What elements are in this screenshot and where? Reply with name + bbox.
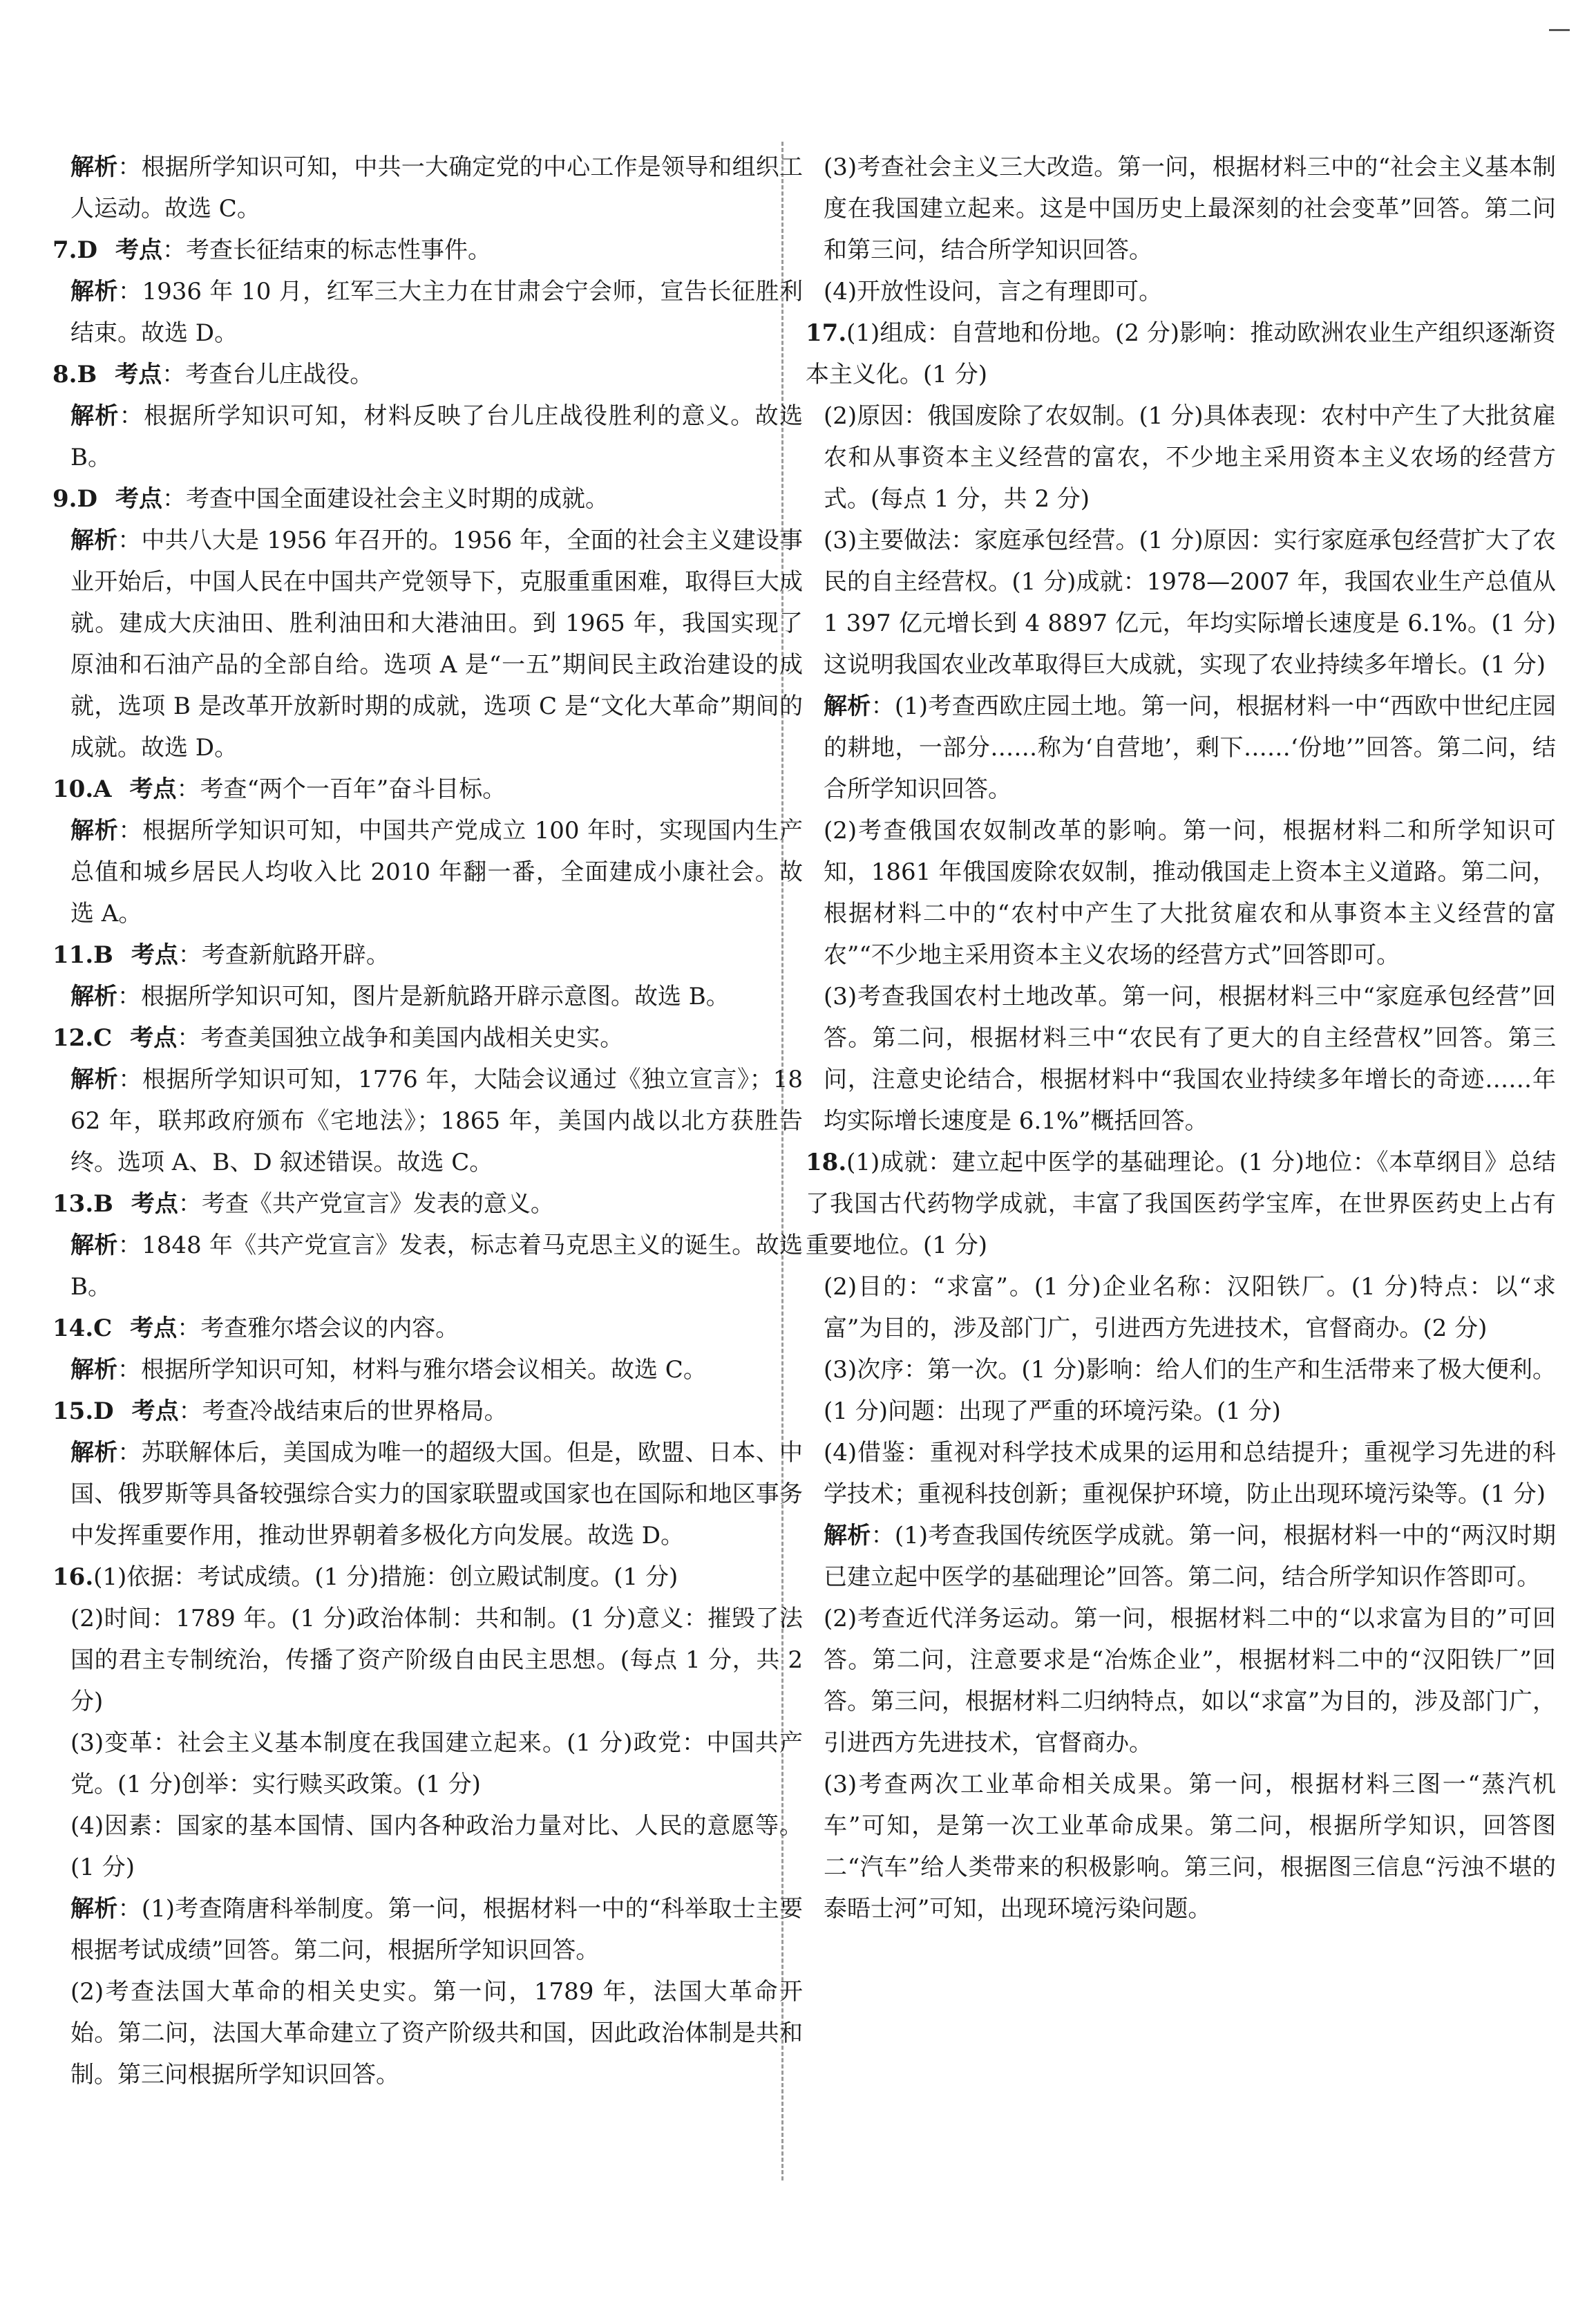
answer-paragraph [824,1598,1556,1764]
analysis-paragraph [70,395,803,478]
analysis-text: ：根据所学知识可知，中共一大确定党的中心工作是领导和组织工人运动。故选 C。 [70,153,804,223]
answer-paragraph [70,1722,803,1805]
question-answer [53,1556,803,1598]
analysis-paragraph [70,520,803,769]
kaodian-text: ：考查中国全面建设社会主义时期的成就。 [162,485,609,513]
question-number: 11.B [53,941,113,969]
kaodian-text: ：考查雅尔塔会议的内容。 [177,1315,459,1342]
analysis-text: ：根据所学知识可知，材料与雅尔塔会议相关。故选 C。 [117,1356,707,1384]
question-number: 14.C [53,1315,113,1342]
kaodian-text: ：考查美国独立战争和美国内战相关史实。 [177,1024,624,1052]
analysis-text: ：根据所学知识可知，材料反映了台儿庄战役胜利的意义。故选 B。 [70,402,804,471]
question-answer [53,229,803,271]
analysis-paragraph [70,271,803,354]
question-number: 16. [53,1563,94,1591]
question-number: 10.A [53,775,112,803]
analysis-label: 解析 [70,817,119,845]
analysis-paragraph [70,1888,803,1971]
answer-paragraph [824,1266,1556,1349]
answer-paragraph [824,271,1556,312]
analysis-text: ：中共八大是 1956 年召开的。1956 年，全面的社会主义建设事业开始后，中国人民在中国共产党领导下，克服重重困难，取得巨大成就。建成大庆油田、胜利油田和大港油田。到 1965 年，我国实现了原油和石油产品的全部自给。选项 A 是“一五”期间民主政治建设的成就，选项 B 是改革开放新时期的成就，选项 C 是“文化大革命”期间的成就。故选 D。 [70,527,804,762]
analysis-label: 解析 [824,1522,871,1549]
answer-paragraph [824,976,1556,1142]
answer-text: (2)时间：1789 年。(1 分)政治体制：共和制。(1 分)意义：摧毁了法国的君主专制统治，传播了资产阶级自由民主思想。(每点 1 分，共 2 分) [70,1605,803,1715]
question-answer [53,769,803,810]
question-number: 13.B [53,1190,113,1218]
answer-text: (2)考查法国大革命的相关史实。第一问，1789 年，法国大革命开始。第二问，法国大革命建立了资产阶级共和国，因此政治体制是共和制。第三问根据所学知识回答。 [70,1978,803,2089]
analysis-label: 解析 [70,1232,118,1259]
analysis-label: 解析 [70,402,120,430]
answer-text: (4)借鉴：重视对科学技术成果的运用和总结提升；重视学习先进的科学技术；重视科技创新；重视保护环境，防止出现环境污染等。(1 分) [824,1439,1556,1508]
analysis-text: ：根据所学知识可知，1776 年，大陆会议通过《独立宣言》；1862 年，联邦政府颁布《宅地法》；1865 年，美国内战以北方获胜告终。选项 A、B、D 叙述错误。故选 C。 [70,1066,804,1176]
question-answer [53,1183,803,1225]
left-column [53,147,804,2095]
analysis-label: 解析 [70,1895,118,1923]
question-answer [53,354,803,395]
answer-text: (3)主要做法：家庭承包经营。(1 分)原因：实行家庭承包经营扩大了农民的自主经营权。(1 分)成就：1978—2007 年，我国农业生产总值从 1 397 亿元增长到 4 8897 亿元，年均实际增长速度是 6.1%。(1 分)这说明我国农业改革取得巨大成就，实现了农业持续多年增长。(1 分) [824,527,1556,679]
answer-text: (3)次序：第一次。(1 分)影响：给人们的生产和生活带来了极大便利。(1 分)问题：出现了严重的环境污染。(1 分) [824,1356,1556,1425]
kaodian-text: ：考查新航路开辟。 [178,941,390,969]
question-answer [53,934,803,976]
answer-paragraph [824,1349,1556,1432]
answer-paragraph [824,810,1556,976]
answer-text: (1)组成：自营地和份地。(2 分)影响：推动欧洲农业生产组织逐渐资本主义化。(1 分) [806,319,1556,388]
question-answer [53,478,803,520]
question-answer [53,1391,803,1432]
kaodian-text: ：考查台儿庄战役。 [162,361,374,388]
analysis-label: 解析 [70,1356,117,1384]
kaodian-label: 考点 [115,485,162,513]
analysis-text: ：根据所学知识可知，图片是新航路开辟示意图。故选 B。 [117,983,730,1010]
answer-text: (3)考查两次工业革命相关成果。第一问，根据材料三图一“蒸汽机车”可知，是第一次工业革命成果。第二问，根据所学知识，回答图二“汽车”给人类带来的积极影响。第三问，根据图三信息“污浊不堪的泰晤士河”可知，出现环境污染问题。 [824,1771,1556,1923]
kaodian-text: ：考查冷战结束后的世界格局。 [178,1397,508,1425]
corner-mark [1549,29,1570,34]
answer-paragraph [70,1805,803,1888]
analysis-label: 解析 [70,527,118,554]
kaodian-text: ：考查长征结束的标志性事件。 [162,236,491,264]
question-answer [806,1142,1556,1266]
kaodian-label: 考点 [115,236,162,264]
analysis-paragraph [70,1059,803,1183]
question-number: 12.C [53,1024,113,1052]
answer-paragraph [824,147,1556,271]
answer-text: (3)变革：社会主义基本制度在我国建立起来。(1 分)政党：中国共产党。(1 分)创举：实行赎买政策。(1 分) [70,1729,803,1798]
answer-paragraph [824,520,1556,686]
question-number: 8.B [53,361,97,388]
question-answer [53,1308,803,1349]
right-column [806,147,1557,1930]
answer-text: (2)考查近代洋务运动。第一问，根据材料二中的“以求富为目的”可回答。第二问，注意要求是“冶炼企业”，根据材料二中的“汉阳铁厂”回答。第三问，根据材料二归纳特点，如以“求富”为目的，涉及部门广，引进西方先进技术，官督商办。 [824,1605,1556,1757]
answer-paragraph [824,395,1556,520]
kaodian-label: 考点 [129,775,177,803]
question-number: 7.D [53,236,97,264]
kaodian-label: 考点 [131,1397,179,1425]
answer-text: (3)考查我国农村土地改革。第一问，根据材料三中“家庭承包经营”回答。第二问，根据材料三中“农民有了更大的自主经营权”回答。第三问，注意史论结合，根据材料中“我国农业持续多年增长的奇迹……年均实际增长速度是 6.1%”概括回答。 [824,983,1556,1135]
question-number: 17. [806,319,847,347]
kaodian-label: 考点 [130,1024,178,1052]
answer-text: (2)考查俄国农奴制改革的影响。第一问，根据材料二和所学知识可知，1861 年俄国废除农奴制，推动俄国走上资本主义道路。第二问，根据材料二中的“农村中产生了大批贫雇农和从事资本主义经营的富农”“不少地主采用资本主义农场的经营方式”回答即可。 [824,817,1556,969]
analysis-label: 解析 [70,278,118,305]
question-number: 9.D [53,485,97,513]
question-answer [806,312,1556,395]
answer-text: (2)目的：“求富”。(1 分)企业名称：汉阳铁厂。(1 分)特点：以“求富”为目的，涉及部门广，引进西方先进技术，官督商办。(2 分) [824,1273,1556,1342]
answer-paragraph [824,1764,1556,1930]
kaodian-text: ：考查“两个一百年”奋斗目标。 [176,775,506,803]
question-answer [53,1017,803,1059]
analysis-text: ：1848 年《共产党宣言》发表，标志着马克思主义的诞生。故选 B。 [70,1232,803,1301]
analysis-paragraph [70,1349,803,1391]
analysis-text: ：1936 年 10 月，红军三大主力在甘肃会宁会师，宣告长征胜利结束。故选 D。 [70,278,803,347]
analysis-label: 解析 [824,692,871,720]
analysis-paragraph [824,1515,1556,1598]
analysis-text: ：(1)考查西欧庄园土地。第一问，根据材料一中“西欧中世纪庄园的耕地，一部分……称为‘自营地’，剩下……‘份地’”回答。第二问，结合所学知识回答。 [824,692,1557,803]
answer-paragraph [70,1971,803,2095]
analysis-label: 解析 [70,1066,119,1093]
question-number: 15.D [53,1397,114,1425]
answer-text: (3)考查社会主义三大改造。第一问，根据材料三中的“社会主义基本制度在我国建立起来。这是中国历史上最深刻的社会变革”回答。第二问和第三问，结合所学知识回答。 [824,153,1556,264]
answer-paragraph [824,1432,1556,1515]
answer-text: (4)因素：国家的基本国情、国内各种政治力量对比、人民的意愿等。(1 分) [70,1812,803,1881]
answer-text: (4)开放性设问，言之有理即可。 [824,278,1163,305]
analysis-paragraph [70,1432,803,1556]
kaodian-label: 考点 [131,1190,178,1218]
kaodian-label: 考点 [131,941,178,969]
analysis-paragraph [824,686,1556,810]
kaodian-text: ：考查《共产党宣言》发表的意义。 [178,1190,554,1218]
analysis-paragraph [70,810,803,934]
question-number: 18. [806,1149,847,1176]
analysis-paragraph [70,147,803,229]
analysis-text: ：根据所学知识可知，中国共产党成立 100 年时，实现国内生产总值和城乡居民人均收入比 2010 年翻一番，全面建成小康社会。故选 A。 [70,817,803,927]
analysis-paragraph [70,1225,803,1308]
analysis-text: ：(1)考查隋唐科举制度。第一问，根据材料一中的“科举取士主要根据考试成绩”回答。第二问，根据所学知识回答。 [70,1895,804,1964]
answer-text: (1)依据：考试成绩。(1 分)措施：创立殿试制度。(1 分) [93,1563,678,1591]
analysis-text: ：(1)考查我国传统医学成就。第一问，根据材料一中的“两汉时期已建立起中医学的基础理论”回答。第二问，结合所学知识作答即可。 [824,1522,1557,1591]
answer-text: (2)原因：俄国废除了农奴制。(1 分)具体表现：农村中产生了大批贫雇农和从事资本主义经营的富农，不少地主采用资本主义农场的经营方式。(每点 1 分，共 2 分) [824,402,1556,513]
analysis-label: 解析 [70,153,118,181]
answer-text: (1)成就：建立起中医学的基础理论。(1 分)地位：《本草纲目》总结了我国古代药物学成就，丰富了我国医药学宝库，在世界医药史上占有重要地位。(1 分) [806,1149,1556,1259]
analysis-paragraph [70,976,803,1017]
analysis-label: 解析 [70,1439,118,1467]
kaodian-label: 考点 [130,1315,178,1342]
analysis-text: ：苏联解体后，美国成为唯一的超级大国。但是，欧盟、日本、中国、俄罗斯等具备较强综合实力的国家联盟或国家也在国际和地区事务中发挥重要作用，推动世界朝着多极化方向发展。故选 D。 [70,1439,804,1549]
kaodian-label: 考点 [115,361,162,388]
answer-paragraph [70,1598,803,1722]
analysis-label: 解析 [70,983,117,1010]
